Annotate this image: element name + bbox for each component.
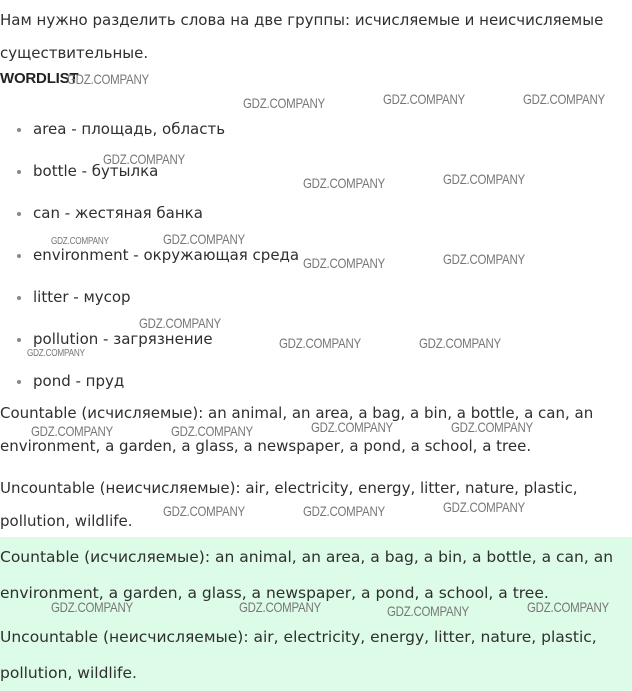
watermark: GDZ.COMPANY <box>27 348 85 359</box>
list-item: pollution - загрязнение <box>0 328 299 370</box>
watermark: GDZ.COMPANY <box>31 423 113 439</box>
list-item: pond - пруд <box>0 370 299 412</box>
watermark: GDZ.COMPANY <box>523 91 605 107</box>
wordlist-title: WORDLIST <box>0 70 79 87</box>
watermark: GDZ.COMPANY <box>163 503 245 519</box>
watermark: GDZ.COMPANY <box>163 231 245 247</box>
watermark: GDZ.COMPANY <box>171 423 253 439</box>
list-item: environment - окружающая среда <box>0 244 299 286</box>
watermark: GDZ.COMPANY <box>451 419 533 435</box>
list-item: litter - мусор <box>0 286 299 328</box>
watermark: GDZ.COMPANY <box>239 599 321 615</box>
countable-paragraph: Countable (исчисляемые): an animal, an area, a bag, a bin, a bottle, a can, an environment, a garden, a glass, a newspaper, a pond, a school, a tree. <box>0 404 594 455</box>
list-item: area - площадь, область <box>0 118 299 160</box>
list-item: bottle - бутылка <box>0 160 299 202</box>
list-item: can - жестяная банка <box>0 202 299 244</box>
answer-countable: Countable (исчисляемые): an animal, an area, a bag, a bin, a bottle, a can, an environment, a garden, a glass, a newspaper, a pond, a school, a tree. <box>0 548 614 602</box>
watermark: GDZ.COMPANY <box>311 419 393 435</box>
watermark: GDZ.COMPANY <box>51 236 109 247</box>
watermark: GDZ.COMPANY <box>103 151 185 167</box>
uncountable-paragraph: Uncountable (неисчисляемые): air, electricity, energy, litter, nature, plastic, pollution, wildlife. <box>0 479 578 530</box>
watermark: GDZ.COMPANY <box>443 499 525 515</box>
watermark: GDZ.COMPANY <box>387 603 469 619</box>
watermark: GDZ.COMPANY <box>51 599 133 615</box>
watermark: GDZ.COMPANY <box>303 175 385 191</box>
answer-uncountable: Uncountable (неисчисляемые): air, electricity, energy, litter, nature, plastic, pollution, wildlife. <box>0 628 597 682</box>
watermark: GDZ.COMPANY <box>243 95 325 111</box>
watermark: GDZ.COMPANY <box>303 255 385 271</box>
watermark: GDZ.COMPANY <box>443 171 525 187</box>
watermark: GDZ.COMPANY <box>383 91 465 107</box>
watermark: GDZ.COMPANY <box>279 335 361 351</box>
intro-text: Нам нужно разделить слова на две группы: исчисляемые и неисчисляемые существительные. <box>0 11 604 62</box>
watermark: GDZ.COMPANY <box>303 503 385 519</box>
word-list <box>0 118 299 412</box>
watermark: GDZ.COMPANY <box>67 71 149 87</box>
watermark: GDZ.COMPANY <box>443 251 525 267</box>
watermark: GDZ.COMPANY <box>139 315 221 331</box>
watermark: GDZ.COMPANY <box>419 335 501 351</box>
watermark: GDZ.COMPANY <box>527 599 609 615</box>
answer-box <box>0 537 632 691</box>
